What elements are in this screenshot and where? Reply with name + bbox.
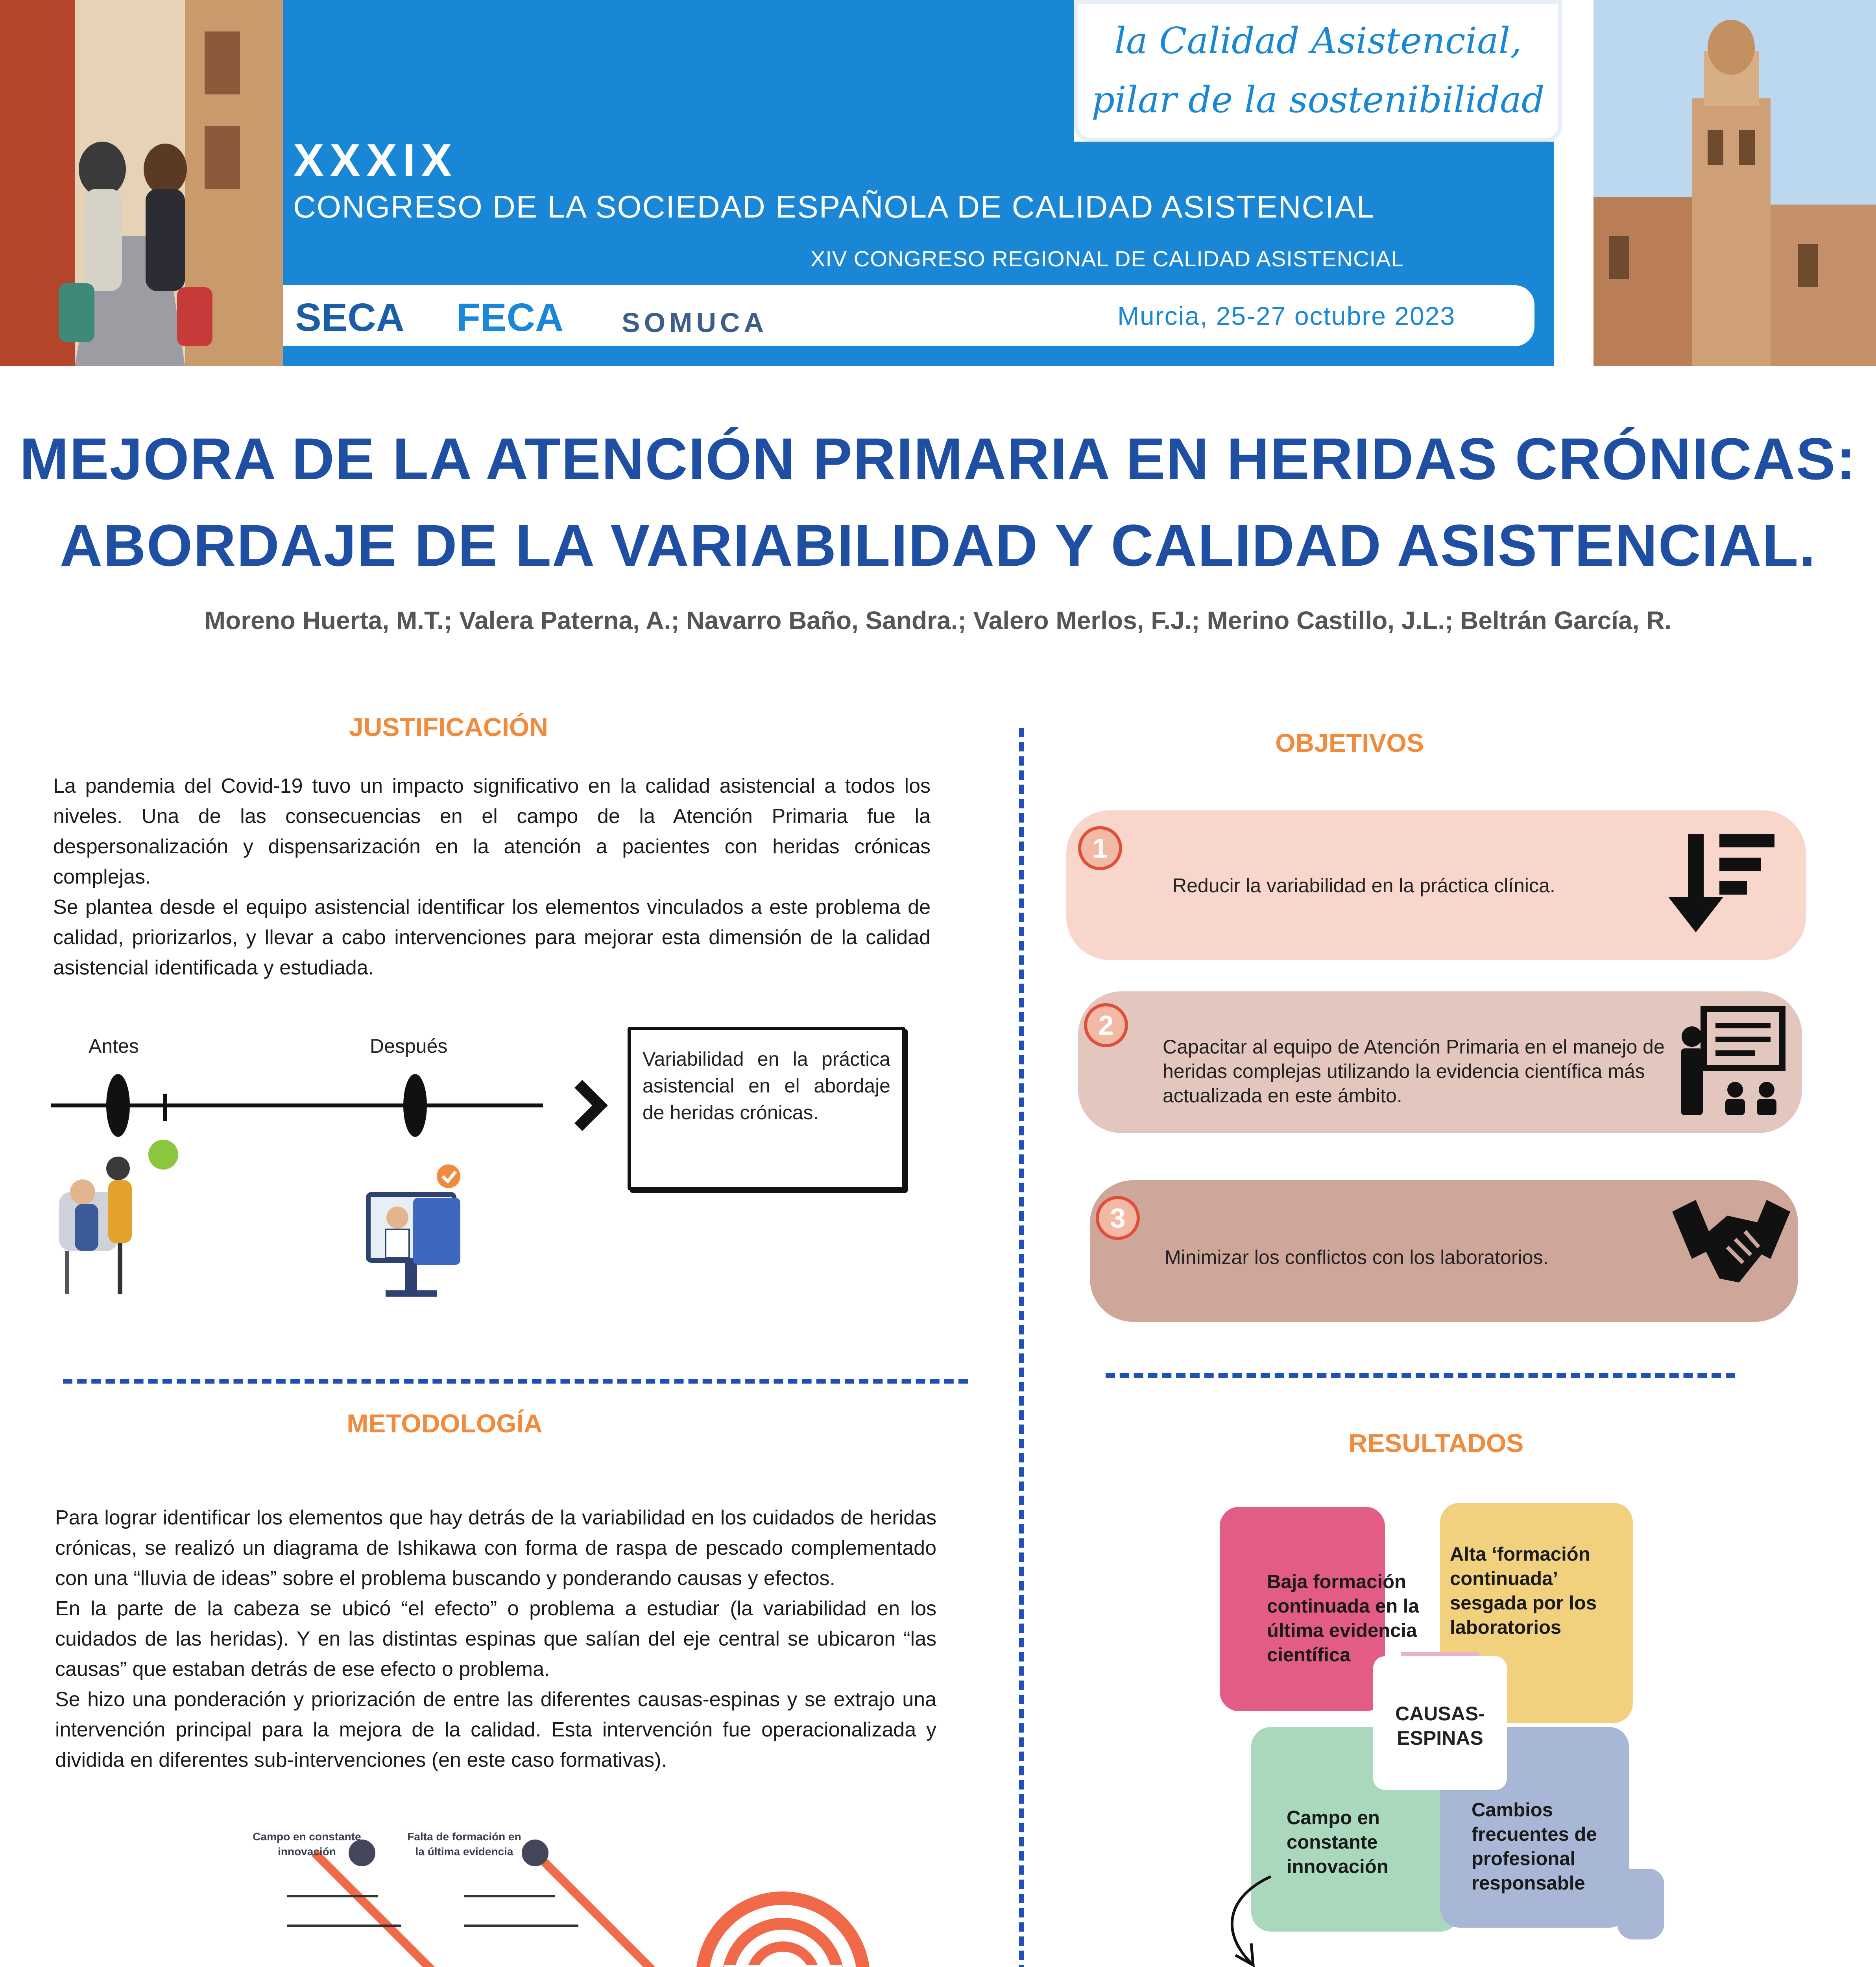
tagline-card <box>1074 0 1562 142</box>
cause-quadrant-2-text: Alta ‘formación continuada’ sesgada por los laboratorios <box>1450 1544 1597 1638</box>
congress-name: CONGRESO DE LA SOCIEDAD ESPAÑOLA DE CALIDAD ASISTENCIAL <box>293 189 1375 224</box>
logo-strip <box>283 285 1534 346</box>
section-title-resultados: RESULTADOS <box>1348 1428 1524 1458</box>
metodologia-text <box>55 1503 936 1775</box>
handshake-icon <box>1672 1192 1790 1294</box>
label-despues: Después <box>370 1035 448 1057</box>
objetivo-2-text: Capacitar al equipo de Atención Primaria en el manejo de heridas complejas utilizando la evidencia científica más actualizada en este ámbito. <box>1163 1036 1665 1107</box>
edition-number: XXXIX <box>293 135 458 186</box>
objetivo-3 <box>1090 1180 1798 1322</box>
cause-quadrant-4-text: Cambios frecuentes de profesional responsable <box>1472 1799 1597 1894</box>
objetivo-1 <box>1066 810 1806 960</box>
blue-band-upper <box>283 45 1074 142</box>
logo-somuca: SOMUCA <box>622 307 768 338</box>
objetivo-3-text: Minimizar los conflictos con los laboratorios. <box>1165 1246 1549 1268</box>
objetivo-1-text: Reducir la variabilidad en la práctica clínica. <box>1172 875 1555 897</box>
objetivo-3-number: 3 <box>1096 1196 1140 1240</box>
cause-quadrant-4-tab <box>1617 1869 1664 1939</box>
section-title-objetivos: OBJETIVOS <box>1275 728 1424 757</box>
objetivo-2 <box>1078 991 1802 1133</box>
section-title-justificacion: JUSTIFICACIÓN <box>349 712 548 742</box>
before-after-timeline <box>51 1062 622 1314</box>
sort-descending-icon <box>1664 830 1782 940</box>
variabilidad-box <box>628 1027 905 1190</box>
poster-title-line1: MEJORA DE LA ATENCIÓN PRIMARIA EN HERIDAS CRÓNICAS: <box>19 426 1857 492</box>
section-title-metodologia: METODOLOGÍA <box>347 1409 543 1438</box>
label-antes: Antes <box>89 1035 139 1057</box>
illustration-cathedral <box>1593 0 1876 366</box>
causas-espinas-label: CAUSAS-ESPINAS <box>1395 1703 1485 1749</box>
authors: Moreno Huerta, M.T.; Valera Paterna, A.; Navarro Baño, Sandra.; Valero Merlos, F.J.; Merino Castillo, J.L.; Beltrán García, R. <box>204 606 1672 635</box>
metodologia-p1: Para lograr identificar los elementos que hay detrás de la variabilidad en los cuidados de heridas crónicas, se realizó un diagrama de Ishikawa con forma de raspa de pescado complementado con una “lluvia de ideas” sobre el problema buscando y ponderando causas y efectos. <box>55 1506 936 1590</box>
arrow-to-subespinas <box>1204 1873 1298 1967</box>
header-banner <box>0 0 1876 366</box>
logo-seca: SECA <box>295 295 404 340</box>
fish-cause-2: Falta de formación en la última evidencia <box>407 1830 521 1858</box>
divider-objetivos <box>1106 1373 1735 1378</box>
poster-title-line2: ABORDAJE DE LA VARIABILIDAD Y CALIDAD ASISTENCIAL. <box>59 512 1817 578</box>
column-divider <box>1019 728 1024 1967</box>
logo-feca: FECA <box>456 295 564 340</box>
causas-espinas-center <box>1373 1656 1507 1790</box>
divider-justificacion <box>63 1379 968 1384</box>
justificacion-p2: Se plantea desde el equipo asistencial identificar los elementos vinculados a este problema de calidad, priorizarlos, y llevar a cabo intervenciones para mejorar esta dimensión de la calidad asistencial identificada y estudiada. <box>53 896 931 979</box>
regional-congress: XIV CONGRESO REGIONAL DE CALIDAD ASISTENCIAL <box>811 246 1404 271</box>
justificacion-text <box>53 771 931 983</box>
cause-quadrant-1-tab <box>1263 1507 1353 1570</box>
top-blue-bar <box>283 0 1074 45</box>
metodologia-p2: En la parte de la cabeza se ubicó “el efecto” o problema a estudiar (la variabilidad en los cuidados de las heridas). Y en las distintas espinas que salían del eje central se ubicaron “las causas” que estaban detrás de ese efecto o problema. <box>55 1597 936 1681</box>
tagline-line2: pilar de la sostenibilidad <box>1091 79 1545 121</box>
objetivo-1-number: 1 <box>1078 826 1122 870</box>
justificacion-p1: La pandemia del Covid-19 tuvo un impacto significativo en la calidad asistencial a todos los niveles. Una de las consecuencias en el campo de la Atención Primaria fue la despersonalización y dispensarización en la atención a pacientes con heridas crónicas complejas. <box>53 775 931 888</box>
cause-quadrant-3-text: Campo en constante innovación <box>1287 1807 1389 1877</box>
cause-quadrant-1-text: Baja formación continuada en la última evidencia científica <box>1267 1571 1419 1666</box>
variabilidad-box-text: Variabilidad en la práctica asistencial en el abordaje de heridas crónicas. <box>643 1048 890 1124</box>
date-place: Murcia, 25-27 octubre 2023 <box>1117 301 1456 330</box>
teacher-board-icon <box>1676 1005 1786 1119</box>
fish-cause-1: Campo en constante innovación <box>253 1830 361 1858</box>
metodologia-p3: Se hizo una ponderación y priorización de entre las diferentes causas-espinas y se extrajo una intervención principal para la mejora de la calidad. Esta intervención fue operacionalizada y dividida en diferentes sub-intervenciones (en este caso formativas). <box>55 1688 936 1771</box>
illustration-travelers <box>0 0 283 366</box>
tagline-line1: la Calidad Asistencial, <box>1114 20 1522 62</box>
objetivo-2-number: 2 <box>1084 1003 1128 1047</box>
